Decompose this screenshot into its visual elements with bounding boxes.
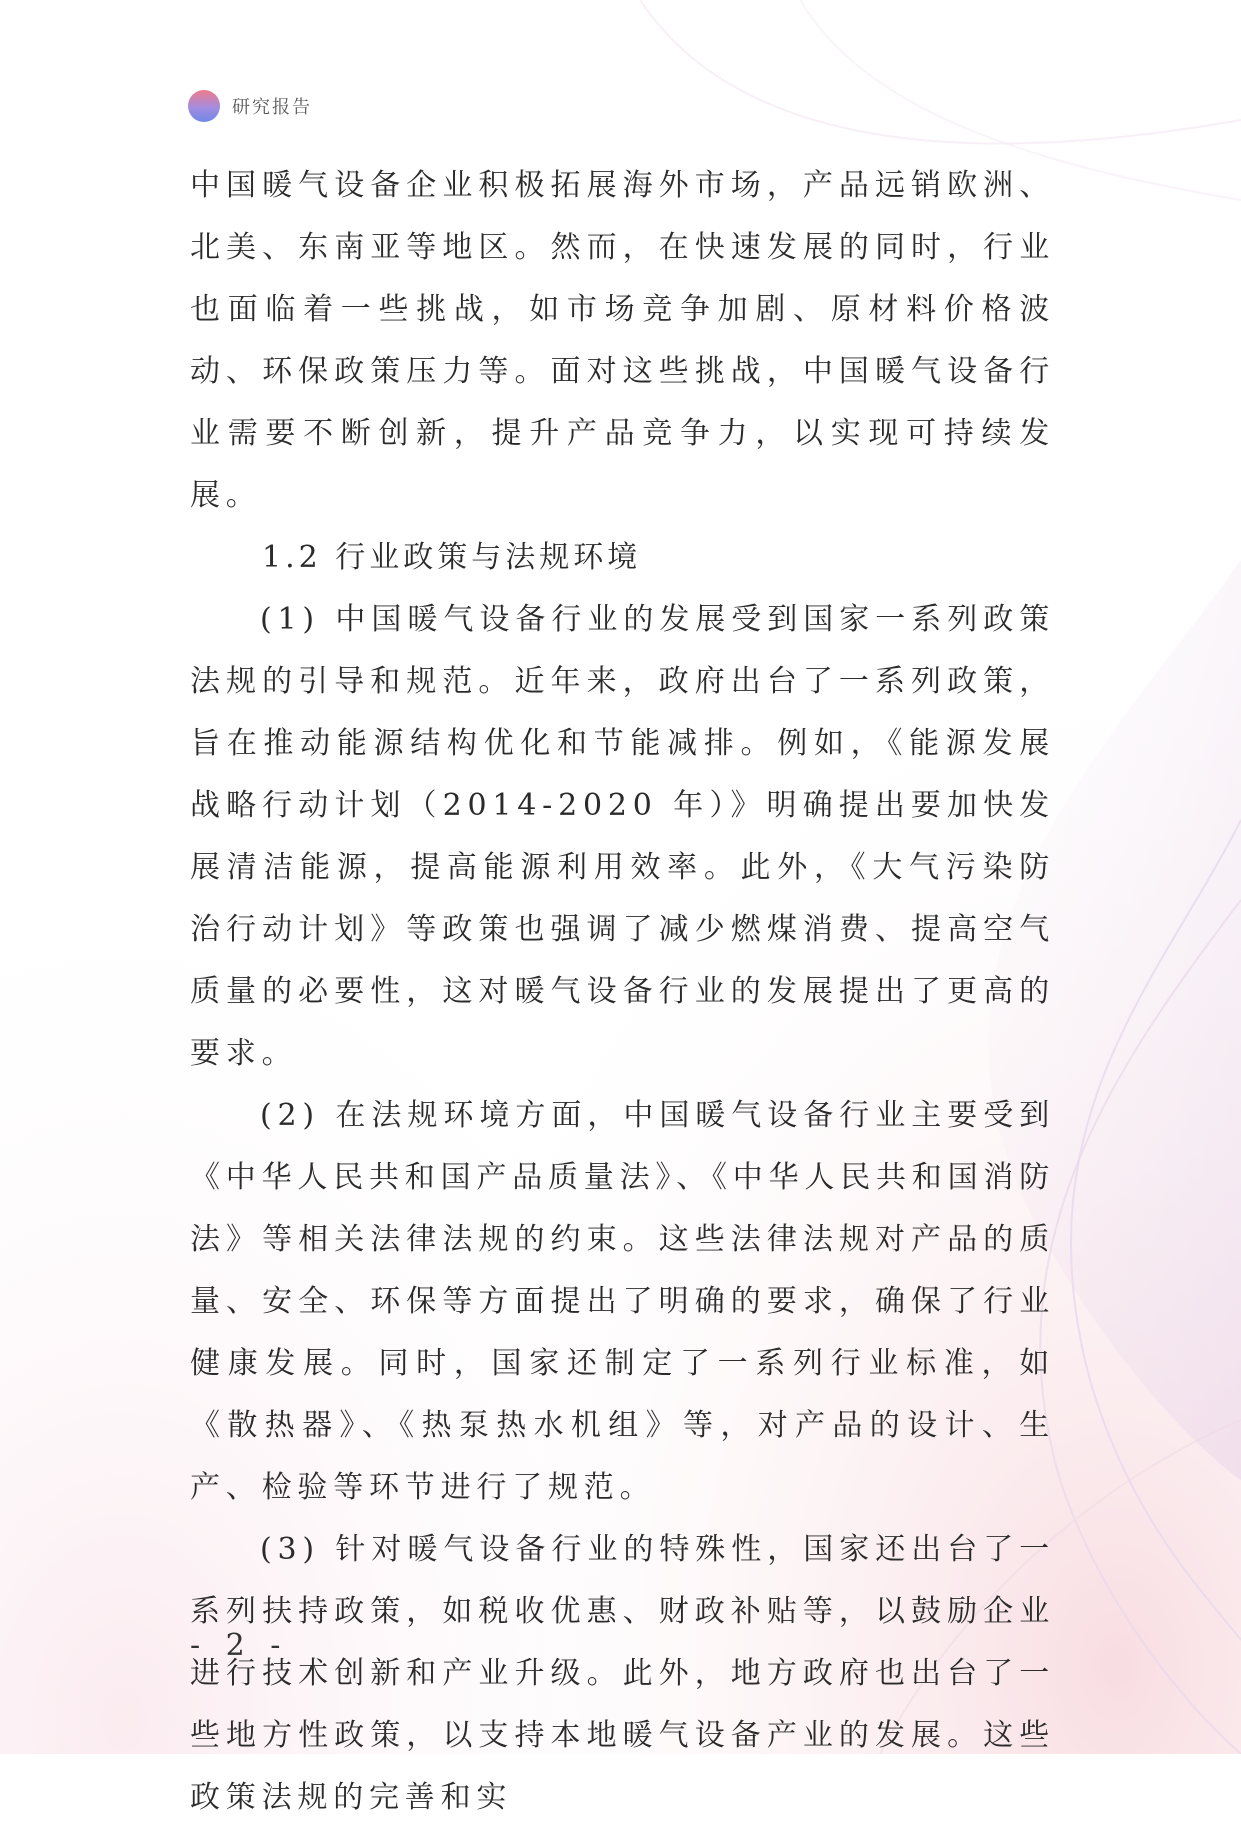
paragraph-policy-1: (1) 中国暖气设备行业的发展受到国家一系列政策法规的引导和规范。近年来，政府出台了一系列政策，旨在推动能源结构优化和节能减排。例如，《能源发展战略行动计划（2014-2020 年）》明确提出要加快发展清洁能源，提高能源利用效率。此外，《大气污染防治行动计划》等政策也强调了减少燃煤消费、提高空气质量的必要性，这对暖气设备行业的发展提出了更高的要求。	[190, 602, 1055, 1071]
paragraph-policy-2: (2) 在法规环境方面，中国暖气设备行业主要受到《中华人民共和国产品质量法》、《中华人民共和国消防法》等相关法律法规的约束。这些法律法规对产品的质量、安全、环保等方面提出了明确的要求，确保了行业健康发展。同时，国家还制定了一系列行业标准，如《散热器》、《热泵热水机组》等，对产品的设计、生产、检验等环节进行了规范。	[190, 1098, 1055, 1505]
body-text	[190, 155, 1055, 1829]
section-heading: 1.2 行业政策与法规环境	[262, 540, 642, 575]
header-title: 研究报告	[232, 97, 312, 118]
page-header	[188, 89, 312, 123]
paragraph-intro: 中国暖气设备企业积极拓展海外市场，产品远销欧洲、北美、东南亚等地区。然而，在快速发展的同时，行业也面临着一些挑战，如市场竞争加剧、原材料价格波动、环保政策压力等。面对这些挑战，中国暖气设备行业需要不断创新，提升产品竞争力，以实现可持续发展。	[190, 168, 1055, 513]
paragraph-policy-3: (3) 针对暖气设备行业的特殊性，国家还出台了一系列扶持政策，如税收优惠、财政补贴等，以鼓励企业进行技术创新和产业升级。此外，地方政府也出台了一些地方性政策，以支持本地暖气设备产业的发展。这些政策法规的完善和实	[190, 1532, 1055, 1815]
logo-circle-icon	[188, 90, 220, 122]
page-number: - 2 -	[190, 1628, 289, 1663]
